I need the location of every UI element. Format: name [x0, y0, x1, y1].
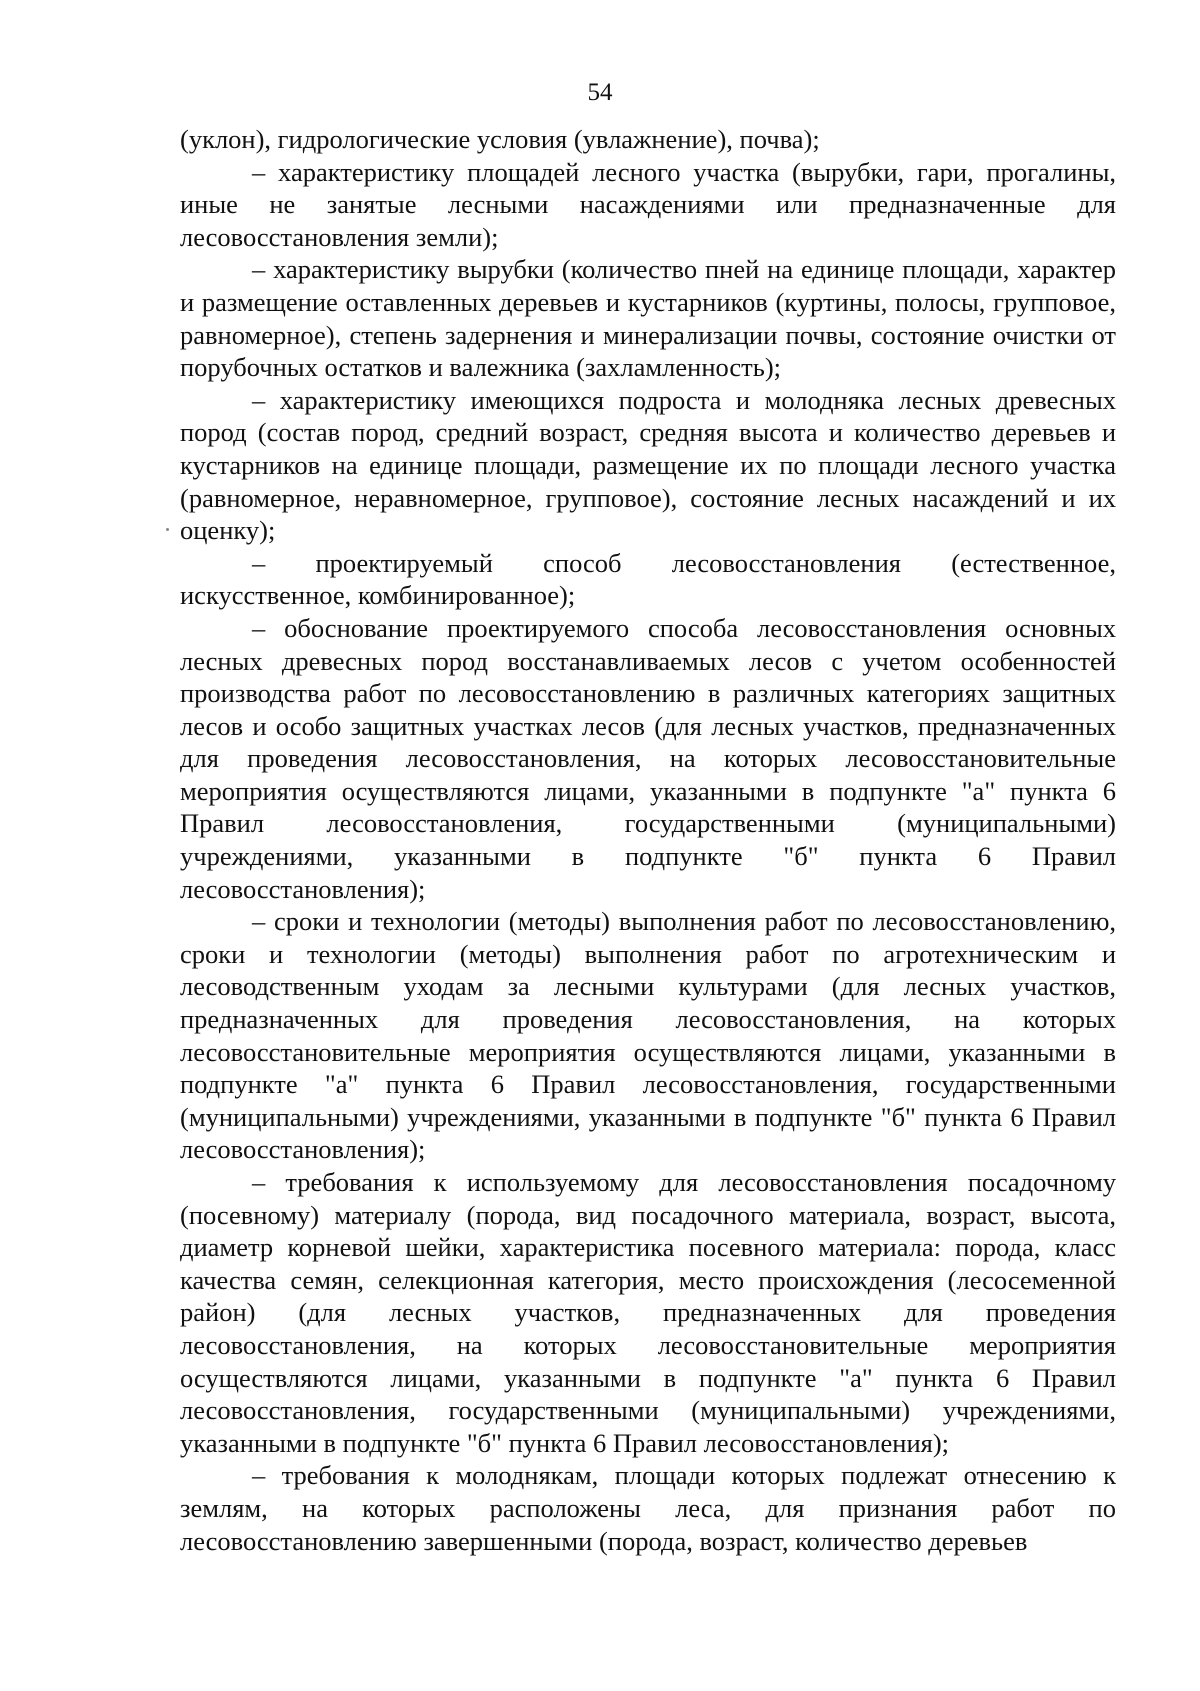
- list-item-plot-areas: – характеристику площадей лесного участка (вырубки, гари, прогалины, иные не занятые лесными насаждениями или предназначенные для лесовосстановления земли);: [180, 156, 1116, 252]
- page-number: 54: [587, 79, 613, 106]
- paragraph-continuation: (уклон), гидрологические условия (увлажнение), почва);: [180, 124, 820, 154]
- list-item-timelines: – сроки и технологии (методы) выполнения работ по лесовосстановлению, сроки и технологии (методы) выполнения работ по агротехническим и лесоводственным уходам за лесными культурами (для лесных участков, предназначенных для проведения лесовосстановления, на которых лесовосстановительные мероприятия осуществляются лицами, указанными в подпункте "а" пункта 6 Правил лесовосстановления, государственными (муниципальными) учреждениями, указанными в подпункте "б" пункта 6 Правил лесовосстановления);: [180, 906, 1116, 1165]
- scan-speck: [166, 528, 169, 531]
- list-item-planting-material: – требования к используемому для лесовосстановления посадочному (посевному) материалу (порода, вид посадочного материала, возраст, высота, диаметр корневой шейки, характеристика посевного материала: порода, класс качества семян, селекционная категория, место происхождения (лесосеменной район) (для лесных участков, предназначенных для проведения лесовосстановления, на которых лесовосстановительные мероприятия осуществляются лицами, указанными в подпункте "а" пункта 6 Правил лесовосстановления, государственными (муниципальными) учреждениями, указанными в подпункте "б" пункта 6 Правил лесовосстановления);: [180, 1167, 1116, 1458]
- list-item-young-stands: – требования к молоднякам, площади которых подлежат отнесению к землям, на которых расположены леса, для признания работ по лесовосстановлению завершенными (порода, возраст, количество деревьев: [180, 1460, 1116, 1556]
- list-item-method: – проектируемый способ лесовосстановления (естественное, искусственное, комбинированное);: [180, 547, 1116, 611]
- list-item-method-justification: – обоснование проектируемого способа лесовосстановления основных лесных древесных пород восстанавливаемых лесов с учетом особенностей производства работ по лесовосстановлению в различных категориях защитных лесов и особо защитных участках лесов (для лесных участков, предназначенных для проведения лесовосстановления, на которых лесовосстановительные мероприятия осуществляются лицами, указанными в подпункте "а" пункта 6 Правил лесовосстановления, государственными (муниципальными) учреждениями, указанными в подпункте "б" пункта 6 Правил лесовосстановления);: [180, 612, 1116, 904]
- list-item-clearcut: – характеристику вырубки (количество пней на единице площади, характер и размещение оставленных деревьев и кустарников (куртины, полосы, групповое, равномерное), степень задернения и минерализации почвы, состояние очистки от порубочных остатков и валежника (захламленность);: [180, 254, 1116, 383]
- list-item-undergrowth: – характеристику имеющихся подроста и молодняка лесных древесных пород (состав пород, средний возраст, средняя высота и количество деревьев и кустарников на единице площади, размещение их по площади лесного участка (равномерное, неравномерное, групповое), состояние лесных насаждений и их оценку);: [180, 384, 1116, 546]
- document-body: [180, 123, 1116, 1557]
